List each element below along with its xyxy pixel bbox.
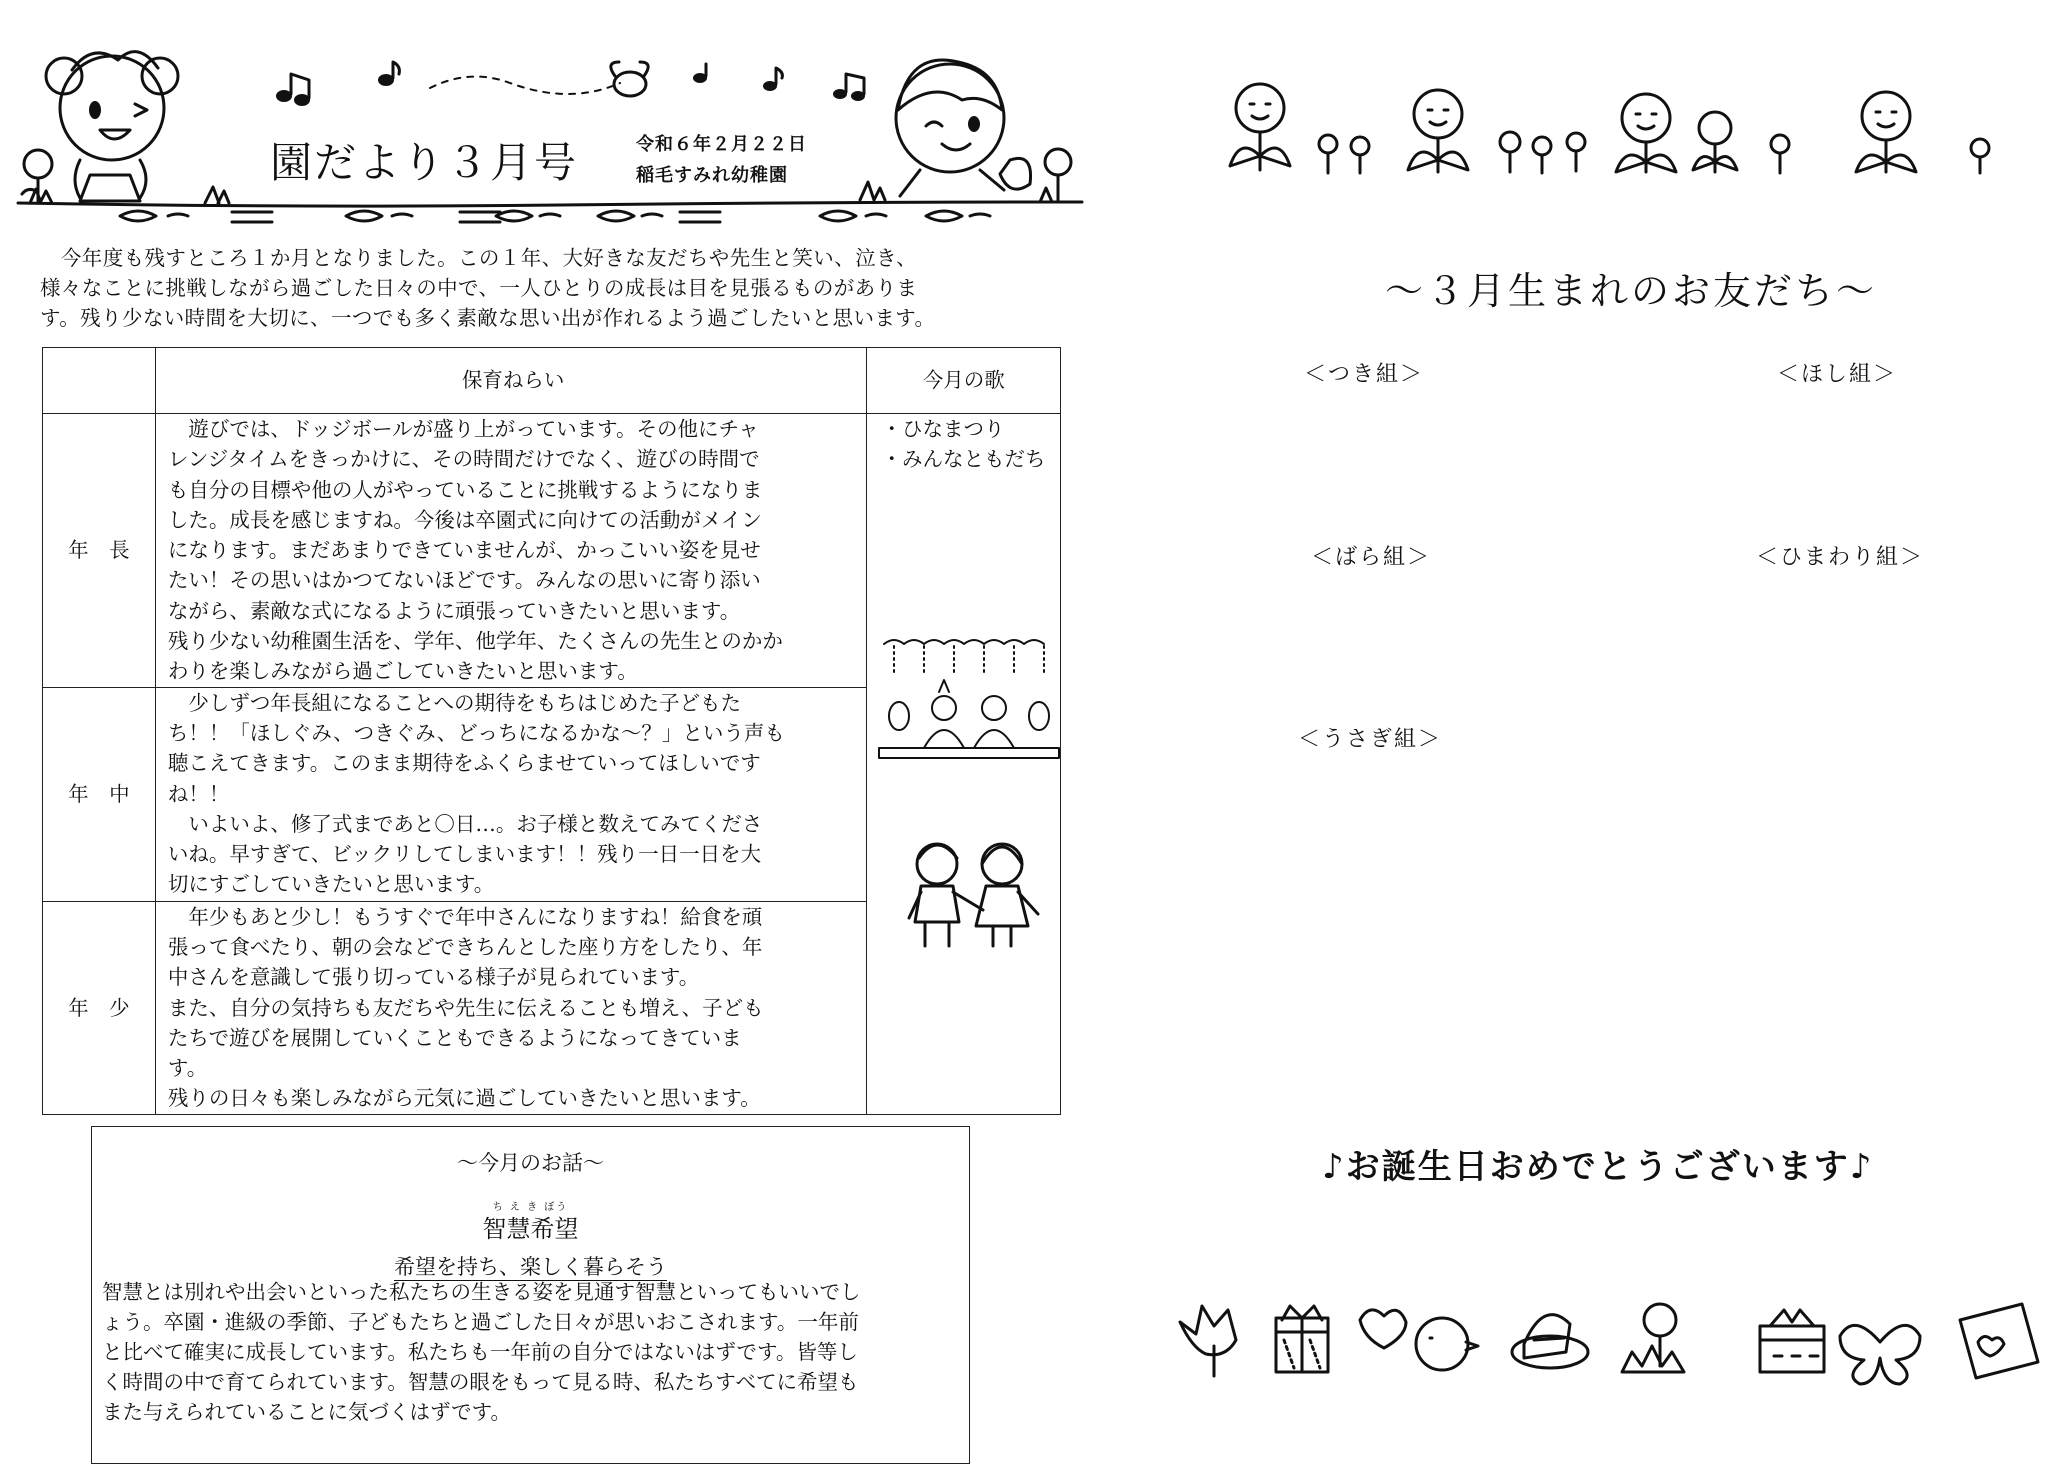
text-line: いよいよ、修了式まであと〇日…。お子様と数えてみてくださ <box>167 811 763 836</box>
text-line: レンジタイムをきっかけに、その時間だけでなく、遊びの時間で <box>167 447 760 472</box>
story-line: く時間の中で育てられています。智慧の眼をもって見る時、私たちすべてに希望も <box>102 1370 859 1394</box>
decoration-row-icon <box>120 211 990 222</box>
birthday-heading: ～３月生まれのお友だち～ <box>1385 269 1878 313</box>
class-tsuki: ＜つき組＞ <box>1304 362 1425 387</box>
music-notes-icon <box>276 62 865 106</box>
story-line: と比べて確実に成長しています。私たちも一年前の自分ではないはずです。皆等し <box>102 1340 858 1364</box>
text-line: 残り少ない幼稚園生活を、学年、他学年、たくさんの先生とのかか <box>167 629 783 654</box>
text-line: 少しずつ年長組になることへの期待をもちはじめた子どもた <box>167 690 742 715</box>
text-line: ち！！「ほしぐみ、つきぐみ、どっちになるかな～？」という声も <box>167 720 785 745</box>
bee-icon <box>611 62 648 96</box>
story-title: 智慧希望 <box>482 1215 579 1243</box>
text-line: わりを楽しみながら過ごしていきたいと思います。 <box>167 659 638 684</box>
text-line: した。成長を感じますね。今後は卒園式に向けての活動がメイン <box>167 507 762 532</box>
story-line: ょう。卒園・進級の季節、子どもたちと過ごした日々が思いおこされます。一年前 <box>102 1310 859 1334</box>
story-subtitle: 希望を持ち、楽しく暮らそう <box>394 1255 667 1279</box>
text-line: 年少もあと少し！もうすぐで年中さんになりますね！給食を頑 <box>167 904 763 929</box>
songs-cell <box>867 414 1061 1115</box>
text-line: ながら、素敵な式になるように頑張っていきたいと思います。 <box>167 598 741 623</box>
age-label-junior: 年 少 <box>43 901 156 1114</box>
aims-junior <box>155 901 867 1114</box>
header-aims: 保育ねらい <box>155 348 867 414</box>
text-line: 張って食べたり、朝の会などできちんとした座り方をしたり、年 <box>167 934 763 959</box>
song-item: ・みんなともだち <box>881 447 1046 472</box>
gifts-border-icon <box>1170 1280 2060 1380</box>
intro-line: す。残り少ない時間を大切に、一つでも多く素敵な思い出が作れるよう過ごしたいと思います。 <box>40 306 936 330</box>
header-blank <box>43 348 156 414</box>
text-line: 中さんを意識して張り切っている様子が見られています。 <box>167 965 700 990</box>
girl-icon <box>46 52 178 201</box>
story-line: 智慧とは別れや出会いといった私たちの生きる姿を見通す智慧といってもいいでし <box>102 1280 861 1304</box>
class-himawari: ＜ひまわり組＞ <box>1756 545 1925 570</box>
class-hoshi: ＜ほし組＞ <box>1777 362 1898 387</box>
age-label-middle: 年 中 <box>43 687 156 901</box>
intro-paragraph <box>40 243 935 333</box>
text-line: になります。まだあまりできていませんが、かっこいい姿を見せ <box>167 538 761 563</box>
monthly-story-box <box>91 1126 970 1464</box>
intro-line: 様々なことに挑戦しながら過ごした日々の中で、一人ひとりの成長は目を見張るものがありま <box>40 276 918 300</box>
text-line: また、自分の気持ちも友だちや先生に伝えることも増え、子ども <box>167 995 764 1020</box>
song-item: ・ひなまつり <box>881 417 1005 441</box>
text-line: 聴こえてきます。このまま期待をふくらませていってほしいです <box>167 751 761 776</box>
hina-dolls-icon <box>879 636 1059 766</box>
text-line: たちで遊びを展開していくこともできるようになってきていま <box>167 1025 742 1050</box>
class-bara: ＜ばら組＞ <box>1311 545 1432 570</box>
flowers-border-icon <box>1210 70 2050 180</box>
text-line: いね。早すぎて、ビックリしてしまいます！！残り一日一日を大 <box>167 842 762 867</box>
intro-line: 今年度も残すところ１か月となりました。この１年、大好きな友だちや先生と笑い、泣き、 <box>40 246 917 270</box>
curriculum-table <box>42 347 1061 1115</box>
class-usagi: ＜うさぎ組＞ <box>1298 727 1443 752</box>
text-line: 遊びでは、ドッジボールが盛り上がっています。その他にチャ <box>167 417 759 441</box>
text-line: す。 <box>167 1056 208 1081</box>
school-name: 稲毛すみれ幼稚園 <box>636 165 788 186</box>
header-illustration <box>0 0 1090 240</box>
text-line: たい！その思いはかつてないほどです。みんなの思いに寄り添い <box>167 568 761 593</box>
aims-middle <box>155 687 867 901</box>
story-heading: ～今月のお話～ <box>457 1151 604 1175</box>
children-icon <box>897 834 1047 954</box>
text-line: ね！！ <box>167 781 230 806</box>
story-line: また与えられていることに気づくはずです。 <box>102 1400 511 1424</box>
boy-icon <box>896 60 1031 196</box>
congrats-message: ♪お誕生日おめでとうございます♪ <box>1322 1147 1874 1187</box>
text-line: 切にすごしていきたいと思います。 <box>167 872 495 897</box>
aims-senior <box>155 414 867 688</box>
page-title: 園だより３月号 <box>270 138 579 187</box>
issue-date: 令和６年２月２２日 <box>636 134 807 155</box>
text-line: 残りの日々も楽しみながら元気に過ごしていきたいと思います。 <box>167 1086 761 1111</box>
story-ruby: ち え き ぼう <box>492 1202 569 1213</box>
age-label-senior: 年 長 <box>43 414 156 688</box>
text-line: も自分の目標や他の人がやっていることに挑戦するようになりま <box>167 477 763 502</box>
header-songs: 今月の歌 <box>867 348 1061 414</box>
